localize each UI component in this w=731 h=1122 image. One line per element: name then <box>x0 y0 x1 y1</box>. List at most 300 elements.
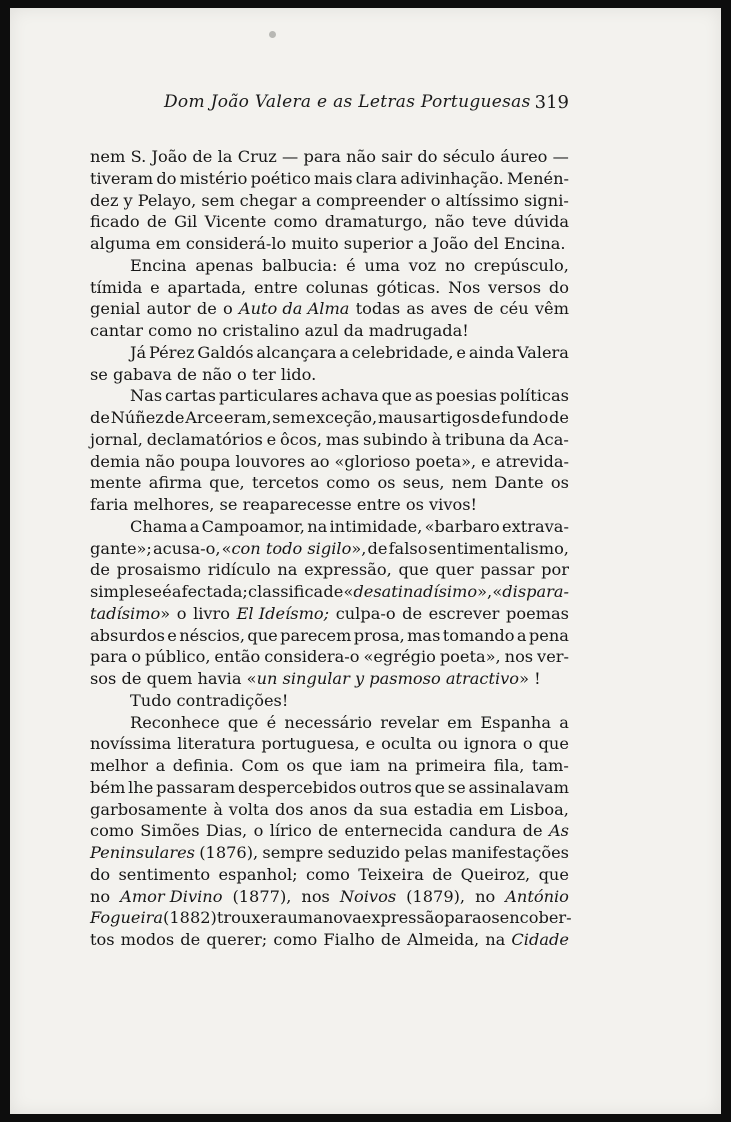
word <box>90 886 110 908</box>
word <box>366 733 376 755</box>
text-segment: Arce <box>185 408 224 427</box>
text-segment: absurdos <box>90 625 165 645</box>
word <box>152 581 162 603</box>
text-segment: por <box>541 560 569 580</box>
text-line <box>90 298 569 320</box>
text-segment: tos <box>90 930 115 949</box>
text-segment: Menén- <box>506 168 569 188</box>
word <box>559 712 569 734</box>
italic-text: Cidade <box>511 930 569 949</box>
text-segment: à <box>431 429 442 449</box>
text-segment: tam- <box>531 756 569 775</box>
italic-text: tadísimo <box>90 603 161 623</box>
text-segment: na <box>277 560 298 580</box>
word <box>436 559 474 581</box>
text-segment: o <box>430 190 441 210</box>
text-line <box>90 364 569 386</box>
text-segment: artigos <box>422 408 480 427</box>
text-segment: la <box>217 147 233 166</box>
text-segment: Simões <box>140 821 200 841</box>
book-page <box>10 8 721 1114</box>
italic-text: un singular y pasmoso atractivo <box>256 669 520 688</box>
text-segment: e <box>167 625 177 645</box>
text-segment: do <box>417 147 438 166</box>
word <box>461 864 531 886</box>
text-segment: pelas <box>404 843 448 862</box>
word <box>145 646 210 668</box>
text-segment: de <box>367 538 388 558</box>
word <box>149 472 202 494</box>
text-segment: ficado <box>90 212 140 232</box>
text-segment: de <box>180 930 201 949</box>
text-segment: particulares <box>218 386 319 406</box>
text-segment: como <box>305 864 350 884</box>
word <box>149 342 195 364</box>
word <box>403 472 445 494</box>
text-segment: «glorioso <box>334 451 411 471</box>
text-segment: Cruz <box>237 147 277 166</box>
text-segment: as <box>414 386 433 406</box>
word <box>90 190 118 212</box>
word <box>304 559 392 581</box>
text-segment: Dias, <box>205 821 248 841</box>
word <box>510 799 569 821</box>
word <box>346 146 376 168</box>
text-segment: culpa-o <box>335 603 396 623</box>
text-segment: e <box>456 342 466 362</box>
word <box>121 929 175 951</box>
word <box>407 625 440 647</box>
word <box>514 211 569 233</box>
italic-text: con todo sigilo <box>231 538 352 558</box>
text-segment: Lisboa, <box>509 799 569 819</box>
text-segment: (1879), <box>406 886 466 906</box>
word <box>432 864 452 886</box>
text-segment: lhe <box>128 777 154 797</box>
word <box>509 429 529 451</box>
word <box>435 211 465 233</box>
text-line <box>90 472 569 494</box>
word <box>496 451 569 473</box>
text-segment: atrevida- <box>495 451 569 471</box>
text-segment: altíssimo <box>445 190 519 210</box>
word <box>90 559 110 581</box>
word <box>240 190 297 212</box>
word <box>368 538 388 560</box>
text-segment: de <box>192 147 213 166</box>
text-segment: a <box>155 756 166 775</box>
word <box>524 190 569 212</box>
text-segment: todas <box>355 299 401 319</box>
text-segment: Almeida, <box>406 930 480 949</box>
text-segment: de <box>90 408 110 427</box>
word <box>533 429 569 451</box>
word <box>350 755 380 777</box>
word <box>326 429 359 451</box>
text-line <box>90 864 569 886</box>
text-segment: enternecida <box>344 821 443 841</box>
text-segment: que <box>414 777 445 797</box>
text-segment: tomando <box>442 625 515 645</box>
text-segment: classifica <box>248 582 324 601</box>
text-segment: para <box>303 147 341 166</box>
text-segment: escrever <box>428 603 500 623</box>
word <box>429 603 500 625</box>
text-segment: — <box>282 147 299 166</box>
text-segment: novíssima <box>90 734 172 754</box>
word <box>218 146 233 168</box>
text-segment: «egrégio <box>363 647 436 667</box>
text-segment: clara <box>355 168 398 188</box>
word <box>362 907 444 929</box>
text-segment: espanhol; <box>218 864 298 884</box>
word <box>284 712 372 734</box>
word <box>228 712 258 734</box>
text-segment: mistério <box>179 168 248 188</box>
text-segment: fundo <box>501 408 549 427</box>
text-segment: Valera <box>516 342 569 362</box>
word <box>415 451 476 473</box>
italic-text: António <box>505 886 569 906</box>
text-segment: como <box>90 821 134 841</box>
text-segment: para <box>90 647 128 667</box>
word <box>130 342 146 364</box>
text-segment: é <box>162 582 172 601</box>
word <box>379 799 407 821</box>
word <box>90 646 127 668</box>
text-segment: no <box>90 886 111 906</box>
word <box>406 886 465 908</box>
text-segment: achava <box>321 386 379 406</box>
text-segment: (1882) <box>163 908 217 928</box>
word <box>90 625 165 647</box>
word <box>90 429 143 451</box>
text-segment: no <box>475 886 496 906</box>
text-segment: Nas <box>130 386 163 406</box>
text-segment: teve <box>471 212 507 232</box>
text-segment: góticas. <box>376 277 441 297</box>
word <box>541 559 569 581</box>
text-segment: falso <box>388 538 428 558</box>
text-segment: signi- <box>523 190 569 210</box>
word <box>473 298 493 320</box>
text-segment: louvores <box>235 451 306 471</box>
word <box>147 429 263 451</box>
word <box>417 146 437 168</box>
text-segment: os <box>481 908 500 928</box>
word <box>539 733 569 755</box>
word <box>180 929 200 951</box>
text-segment: áureo <box>500 147 548 166</box>
text-segment: Tudo contradições! <box>130 690 289 710</box>
word <box>174 211 197 233</box>
text-segment: simples <box>90 582 153 601</box>
word <box>321 385 379 407</box>
text-segment: da <box>509 429 530 449</box>
text-line <box>90 777 569 799</box>
text-line <box>90 559 569 581</box>
word <box>479 799 504 821</box>
text-segment: Já <box>130 342 147 362</box>
text-segment: outros <box>359 777 412 797</box>
word <box>90 494 477 516</box>
word <box>222 538 367 560</box>
text-segment: tercetos <box>251 473 319 493</box>
word <box>248 581 323 603</box>
word <box>307 516 327 538</box>
word <box>303 146 340 168</box>
word <box>330 516 423 538</box>
word <box>130 385 162 407</box>
word <box>205 211 267 233</box>
text-segment: ou <box>437 734 458 754</box>
word <box>422 407 480 429</box>
word <box>163 907 217 929</box>
text-segment: poupa <box>179 451 231 471</box>
text-segment: prosaismo <box>116 560 202 580</box>
word <box>415 385 433 407</box>
word <box>193 603 230 625</box>
word <box>208 559 271 581</box>
text-segment: no <box>444 255 466 275</box>
word <box>415 777 445 799</box>
word <box>206 820 247 842</box>
word <box>162 581 172 603</box>
text-segment: de <box>549 408 569 427</box>
word <box>90 364 316 386</box>
text-segment: os <box>286 756 305 775</box>
text-segment: y <box>123 190 133 210</box>
text-line <box>90 233 569 255</box>
text-segment: sentimentalismo, <box>428 538 569 558</box>
text-segment: os <box>550 473 569 493</box>
text-segment: políticas <box>499 386 569 406</box>
text-segment: que <box>312 756 343 775</box>
word <box>153 538 220 560</box>
text-segment: que <box>538 734 569 754</box>
text-line <box>90 668 569 690</box>
text-segment: dúvida <box>513 212 569 232</box>
text-segment: de <box>318 821 339 841</box>
text-segment: chegar <box>239 190 297 210</box>
word <box>165 407 185 429</box>
text-segment: livro <box>193 603 231 623</box>
word <box>334 451 410 473</box>
text-segment: primeira <box>415 756 487 775</box>
word <box>197 342 253 364</box>
text-segment: que, <box>209 473 245 493</box>
text-segment: expressão <box>361 908 445 928</box>
word <box>354 625 405 647</box>
text-segment: compreender <box>316 190 426 210</box>
text-segment: jornal, <box>90 429 143 449</box>
text-line <box>90 907 572 929</box>
word <box>343 581 492 603</box>
text-segment: Galdós <box>197 342 254 362</box>
word <box>267 712 277 734</box>
word <box>309 799 347 821</box>
text-segment: voz <box>408 255 437 275</box>
word <box>500 298 529 320</box>
text-line <box>90 799 569 821</box>
word <box>90 581 152 603</box>
text-segment: (1877), <box>232 886 292 906</box>
text-line <box>90 451 569 473</box>
word <box>517 342 569 364</box>
text-segment: ignora <box>463 734 517 754</box>
word <box>323 581 343 603</box>
text-segment: passar <box>480 560 535 580</box>
word <box>492 581 569 603</box>
word <box>254 820 264 842</box>
text-segment: querer; <box>206 930 268 949</box>
word <box>452 842 569 864</box>
word <box>150 277 160 299</box>
word <box>251 168 311 190</box>
italic-text: dispara- <box>502 582 569 601</box>
word <box>179 625 245 647</box>
word <box>464 733 517 755</box>
text-segment: bém <box>90 777 126 797</box>
text-segment: Teixeira <box>358 864 424 884</box>
word <box>90 233 566 255</box>
text-segment: para <box>444 908 482 928</box>
word <box>90 929 115 951</box>
word <box>494 472 543 494</box>
text-segment: extrava- <box>502 516 569 536</box>
word <box>214 646 260 668</box>
text-segment: do <box>156 168 177 188</box>
text-segment: exceção, <box>306 408 378 427</box>
text-segment: Queiroz, <box>460 864 531 884</box>
word <box>468 777 569 799</box>
text-segment: poeta», <box>415 451 477 471</box>
word <box>217 907 288 929</box>
word <box>443 625 515 647</box>
word <box>238 777 357 799</box>
text-segment: encober- <box>499 908 572 928</box>
word <box>180 168 248 190</box>
word <box>190 516 200 538</box>
italic-text: Fogueira <box>90 908 164 928</box>
word <box>256 342 336 364</box>
word <box>192 146 212 168</box>
word <box>539 864 569 886</box>
text-segment: de <box>164 408 185 427</box>
text-line <box>90 277 569 299</box>
word <box>145 451 175 473</box>
word <box>377 472 395 494</box>
word <box>346 255 356 277</box>
word <box>177 603 187 625</box>
word <box>202 516 305 538</box>
italic-text: Amor Divino <box>120 886 223 906</box>
text-segment: alguma em considerá-lo muito superior a João del Encina. <box>90 234 566 253</box>
text-segment: seduzido <box>327 843 401 862</box>
text-segment: declamatórios <box>146 429 263 449</box>
text-segment: as <box>406 299 425 319</box>
text-segment: não <box>434 212 465 232</box>
text-segment: subindo <box>362 429 428 449</box>
word <box>446 190 519 212</box>
word <box>480 559 534 581</box>
text-segment: sentimento <box>118 864 211 884</box>
word <box>316 190 426 212</box>
text-segment: de <box>146 212 167 232</box>
text-segment: nos <box>301 886 330 906</box>
text-segment: Encina <box>130 255 187 275</box>
word <box>358 864 424 886</box>
text-segment: parecem <box>280 625 352 645</box>
text-segment: modos <box>120 930 175 949</box>
text-segment: vêm <box>534 299 569 319</box>
text-segment: que <box>227 712 259 732</box>
paper-speck <box>269 31 276 38</box>
text-segment: nem <box>451 473 488 493</box>
text-segment: anos <box>309 799 348 819</box>
text-segment: Reconhece <box>130 712 220 732</box>
italic-text: El Ideísmo; <box>236 603 330 623</box>
text-segment: celebridade, <box>351 342 454 362</box>
text-segment: apenas <box>195 255 254 275</box>
word <box>445 429 505 451</box>
text-line <box>90 516 569 538</box>
text-segment: intimidade, <box>329 516 423 536</box>
text-segment: (1876), <box>199 843 259 862</box>
text-segment: tiveram <box>90 168 154 188</box>
text-segment: poético <box>250 168 311 188</box>
word <box>388 755 408 777</box>
word <box>237 603 330 625</box>
word <box>376 277 440 299</box>
text-line <box>90 820 569 842</box>
text-segment: sem <box>201 190 235 210</box>
word <box>147 298 191 320</box>
text-segment: Pérez <box>148 342 195 362</box>
word <box>213 799 223 821</box>
text-line <box>90 190 569 212</box>
word <box>274 211 318 233</box>
word <box>301 886 329 908</box>
text-segment: ver- <box>537 647 569 667</box>
word <box>336 603 396 625</box>
word <box>500 385 569 407</box>
text-segment: colunas <box>305 277 369 297</box>
text-segment: a <box>301 190 312 210</box>
word <box>448 277 480 299</box>
word <box>425 516 500 538</box>
word <box>402 603 422 625</box>
word <box>409 255 436 277</box>
word <box>553 146 569 168</box>
text-segment: seus, <box>402 473 445 493</box>
text-segment: na <box>387 756 408 775</box>
text-segment: sos de quem havia « <box>90 669 257 688</box>
word <box>481 407 501 429</box>
word <box>356 168 397 190</box>
word <box>267 429 277 451</box>
text-segment: tímida <box>90 277 143 297</box>
text-segment: afirma <box>148 473 202 493</box>
text-segment: », <box>477 582 493 601</box>
word <box>429 538 569 560</box>
text-segment: sua <box>379 799 408 819</box>
text-line <box>90 342 569 364</box>
word <box>306 864 350 886</box>
text-line <box>90 538 569 560</box>
text-segment: se <box>447 777 466 797</box>
text-segment: crepúsculo, <box>473 255 569 275</box>
